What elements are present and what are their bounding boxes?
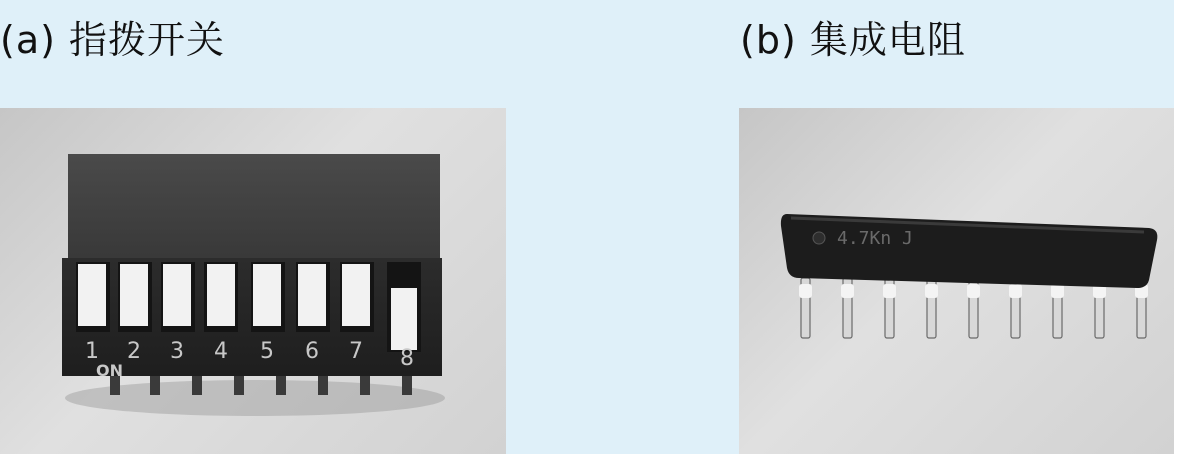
right-edge-strip (1174, 0, 1184, 454)
switch-lever-6 (298, 264, 326, 326)
switch-lever-1 (78, 264, 106, 326)
photo-dip-switch (0, 108, 506, 454)
dip-switch-illustration (0, 108, 506, 454)
switch-lever-8 (391, 288, 417, 350)
resistor-network-illustration (739, 108, 1174, 454)
switch-number-7: 7 (349, 339, 363, 364)
switch-number-3: 3 (170, 339, 184, 364)
caption-dip-switch: (a) 指拨开关 (0, 18, 226, 62)
switch-lever-3 (163, 264, 191, 326)
switch-number-2: 2 (127, 339, 141, 364)
switch-number-6: 6 (305, 339, 319, 364)
switch-lever-7 (342, 264, 370, 326)
switch-lever-2 (120, 264, 148, 326)
switch-number-5: 5 (260, 339, 274, 364)
switch-lever-4 (207, 264, 235, 326)
photo-resistor-network (739, 108, 1174, 454)
on-label: ON (96, 361, 123, 380)
resistor-pins (799, 278, 1148, 338)
switch-number-1: 1 (85, 339, 99, 364)
resistor-marking: 4.7Kn J (837, 228, 913, 249)
caption-resistor-network: (b) 集成电阻 (740, 18, 966, 62)
switch-number-4: 4 (214, 339, 228, 364)
switch-number-8: 8 (400, 346, 414, 371)
switch-lever-5 (253, 264, 281, 326)
